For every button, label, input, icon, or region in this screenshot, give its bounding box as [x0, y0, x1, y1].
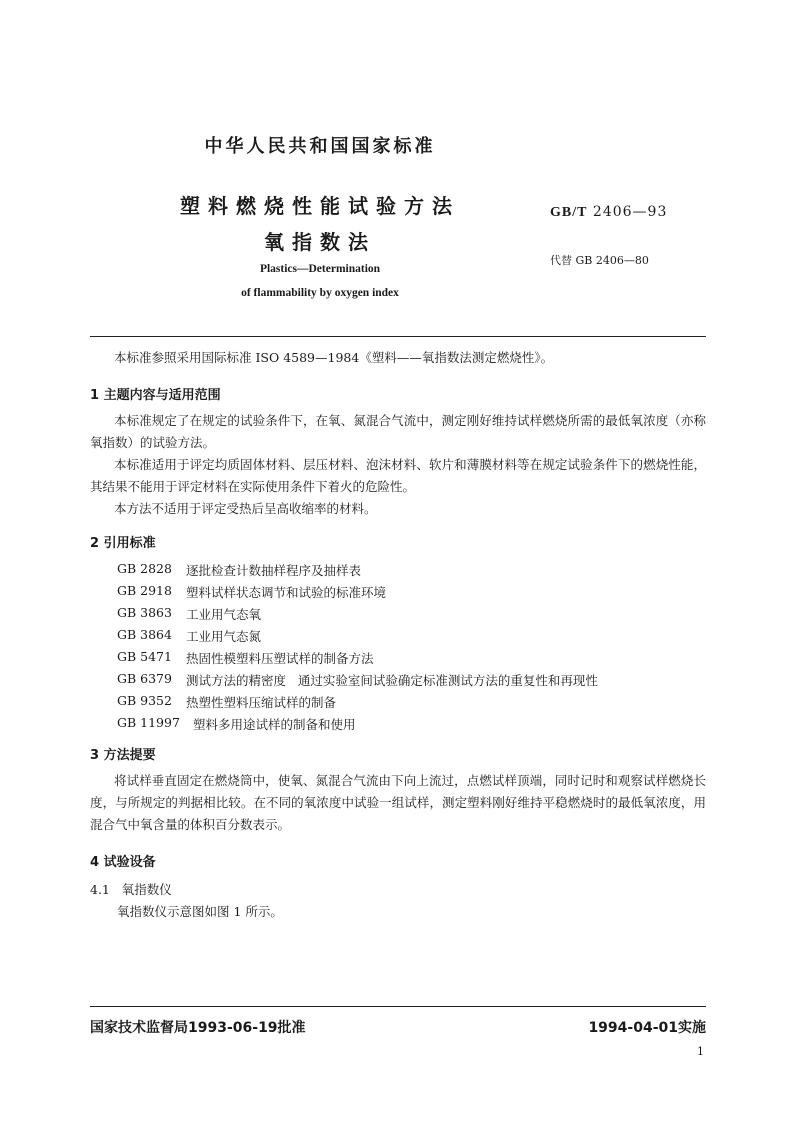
section-1-heading: 1 主题内容与适用范围 [90, 388, 221, 403]
section-2-heading: 2 引用标准 [90, 536, 156, 551]
document-title-line1: 塑料燃烧性能试验方法 [180, 194, 460, 218]
english-title-line1: Plastics—Determination [259, 263, 381, 275]
subsection-4-1-text: 氧指数仪示意图如图 1 所示。 [117, 904, 283, 919]
section-1-paragraph-3: 本方法不适用于评定受热后呈高收缩率的材料。 [114, 501, 377, 516]
page-number: 1 [697, 1045, 704, 1058]
standard-code [550, 204, 667, 221]
reference-code: GB 3863 [117, 605, 172, 620]
subsection-4-1-heading: 4.1 氧指数仪 [90, 882, 172, 897]
reference-title: 热塑性塑料压缩试样的制备 [186, 695, 337, 710]
reference-code: GB 2918 [117, 583, 172, 598]
section-3-paragraph: 将试样垂直固定在燃烧筒中，使氧、氮混合气流由下向上流过，点燃试样顶端，同时记时和观察试样燃烧长度，与所规定的判据相比较。在不同的氧浓度中试验一组试样，测定塑料刚好维持平稳燃烧时的最低氧浓度，用混合气中氧含量的体积百分数表示。 [90, 773, 706, 832]
approval-text: 国家技术监督局1993-06-19批准 [90, 1020, 306, 1036]
reference-title: 逐批检查计数抽样程序及抽样表 [186, 563, 362, 578]
standard-code-number: 2406—93 [592, 204, 668, 220]
standard-code-prefix: GB/T [550, 205, 588, 220]
reference-code: GB 2828 [117, 561, 172, 576]
reference-code: GB 5471 [117, 649, 172, 664]
reference-code: GB 9352 [117, 693, 172, 708]
section-3-heading: 3 方法提要 [90, 748, 156, 763]
reference-code: GB 6379 [117, 671, 172, 686]
reference-title: 工业用气态氧 [186, 607, 262, 622]
document-title-line2: 氧指数法 [264, 230, 376, 254]
english-title-line2: of flammability by oxygen index [241, 287, 399, 299]
reference-code: GB 3864 [117, 627, 172, 642]
implementation-text: 1994-04-01实施 [588, 1020, 706, 1036]
reference-title: 测试方法的精密度 通过实验室间试验确定标准测试方法的重复性和再现性 [186, 673, 598, 688]
reference-title: 热固性模塑料压塑试样的制备方法 [186, 651, 374, 666]
header-rule [90, 336, 706, 337]
intro-text: 本标准参照采用国际标准 ISO 4589—1984《塑料——氧指数法测定燃烧性》。 [114, 350, 554, 365]
replaces-note: 代替 GB 2406—80 [550, 254, 649, 267]
footer-rule [90, 1006, 706, 1007]
national-standard-title: 中华人民共和国国家标准 [204, 136, 436, 157]
section-1-paragraph-1: 本标准规定了在规定的试验条件下，在氧、氮混合气流中，测定刚好维持试样燃烧所需的最低氧浓度（亦称氧指数）的试验方法。 [90, 413, 706, 450]
reference-title: 塑料试样状态调节和试验的标准环境 [186, 585, 387, 600]
section-4-heading: 4 试验设备 [90, 855, 156, 870]
reference-title: 工业用气态氮 [186, 629, 262, 644]
section-1-paragraph-2: 本标准适用于评定均质固体材料、层压材料、泡沫材料、软片和薄膜材料等在规定试验条件下的燃烧性能，其结果不能用于评定材料在实际使用条件下着火的危险性。 [90, 457, 706, 494]
reference-code: GB 11997 [117, 715, 180, 730]
reference-title: 塑料多用途试样的制备和使用 [193, 717, 356, 732]
